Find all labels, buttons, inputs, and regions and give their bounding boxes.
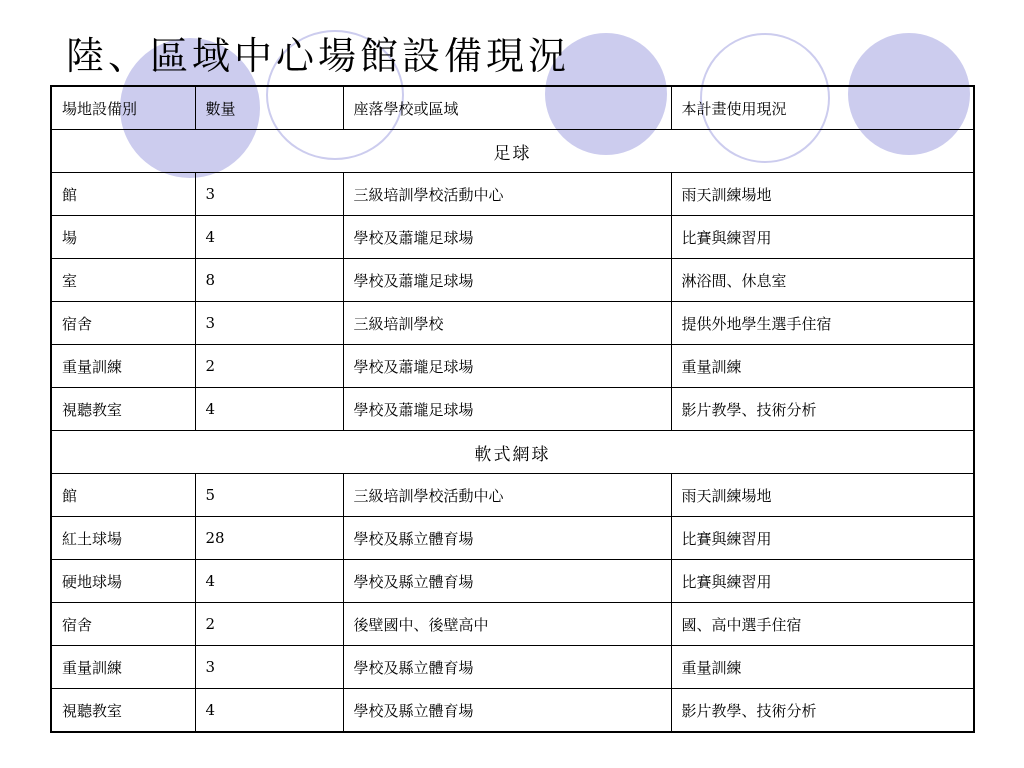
table-row [51, 517, 974, 560]
slide-title: 陸、區域中心場館設備現況 [66, 34, 571, 78]
cell-location: 三級培訓學校活動中心 [343, 173, 671, 216]
cell-quantity: 3 [195, 302, 343, 345]
cell-quantity: 3 [195, 173, 343, 216]
section-title-soft-tennis: 軟式網球 [51, 431, 974, 474]
cell-quantity: 8 [195, 259, 343, 302]
cell-usage: 影片教學、技術分析 [671, 689, 974, 733]
header-quantity: 數量 [195, 86, 343, 130]
cell-usage: 淋浴間、休息室 [671, 259, 974, 302]
cell-usage: 雨天訓練場地 [671, 474, 974, 517]
cell-location: 學校及縣立體育場 [343, 689, 671, 733]
section-title-soccer: 足球 [51, 130, 974, 173]
section-row-soft-tennis [51, 431, 974, 474]
table-row [51, 689, 974, 733]
cell-quantity: 4 [195, 216, 343, 259]
header-location: 座落學校或區域 [343, 86, 671, 130]
cell-location: 學校及縣立體育場 [343, 517, 671, 560]
cell-quantity: 2 [195, 603, 343, 646]
table-row [51, 259, 974, 302]
cell-facility: 視聽教室 [51, 388, 195, 431]
table-row [51, 388, 974, 431]
cell-usage: 提供外地學生選手住宿 [671, 302, 974, 345]
cell-usage: 影片教學、技術分析 [671, 388, 974, 431]
header-facility-type: 場地設備別 [51, 86, 195, 130]
table-row [51, 603, 974, 646]
table-row [51, 302, 974, 345]
cell-quantity: 5 [195, 474, 343, 517]
cell-facility: 館 [51, 173, 195, 216]
cell-location: 後壁國中、後壁高中 [343, 603, 671, 646]
cell-facility: 硬地球場 [51, 560, 195, 603]
cell-usage: 比賽與練習用 [671, 517, 974, 560]
table-row [51, 646, 974, 689]
cell-facility: 宿舍 [51, 302, 195, 345]
cell-location: 學校及蕭壠足球場 [343, 259, 671, 302]
cell-quantity: 4 [195, 388, 343, 431]
cell-location: 學校及蕭壠足球場 [343, 345, 671, 388]
cell-facility: 紅土球場 [51, 517, 195, 560]
cell-location: 學校及蕭壠足球場 [343, 216, 671, 259]
header-usage: 本計畫使用現況 [671, 86, 974, 130]
cell-location: 三級培訓學校活動中心 [343, 474, 671, 517]
cell-usage: 重量訓練 [671, 646, 974, 689]
cell-facility: 重量訓練 [51, 646, 195, 689]
table-header-row [51, 86, 974, 130]
cell-facility: 場 [51, 216, 195, 259]
cell-quantity: 3 [195, 646, 343, 689]
cell-usage: 比賽與練習用 [671, 560, 974, 603]
cell-quantity: 28 [195, 517, 343, 560]
cell-facility: 視聽教室 [51, 689, 195, 733]
cell-usage: 比賽與練習用 [671, 216, 974, 259]
table-row [51, 173, 974, 216]
cell-usage: 雨天訓練場地 [671, 173, 974, 216]
table-row [51, 560, 974, 603]
cell-facility: 重量訓練 [51, 345, 195, 388]
table-row [51, 216, 974, 259]
cell-facility: 室 [51, 259, 195, 302]
table-row [51, 345, 974, 388]
cell-location: 三級培訓學校 [343, 302, 671, 345]
cell-location: 學校及縣立體育場 [343, 560, 671, 603]
cell-quantity: 4 [195, 689, 343, 733]
cell-quantity: 2 [195, 345, 343, 388]
table-row [51, 474, 974, 517]
cell-quantity: 4 [195, 560, 343, 603]
facilities-table [50, 85, 975, 733]
cell-location: 學校及縣立體育場 [343, 646, 671, 689]
section-row-soccer [51, 130, 974, 173]
cell-facility: 宿舍 [51, 603, 195, 646]
cell-usage: 重量訓練 [671, 345, 974, 388]
cell-location: 學校及蕭壠足球場 [343, 388, 671, 431]
cell-facility: 館 [51, 474, 195, 517]
cell-usage: 國、高中選手住宿 [671, 603, 974, 646]
